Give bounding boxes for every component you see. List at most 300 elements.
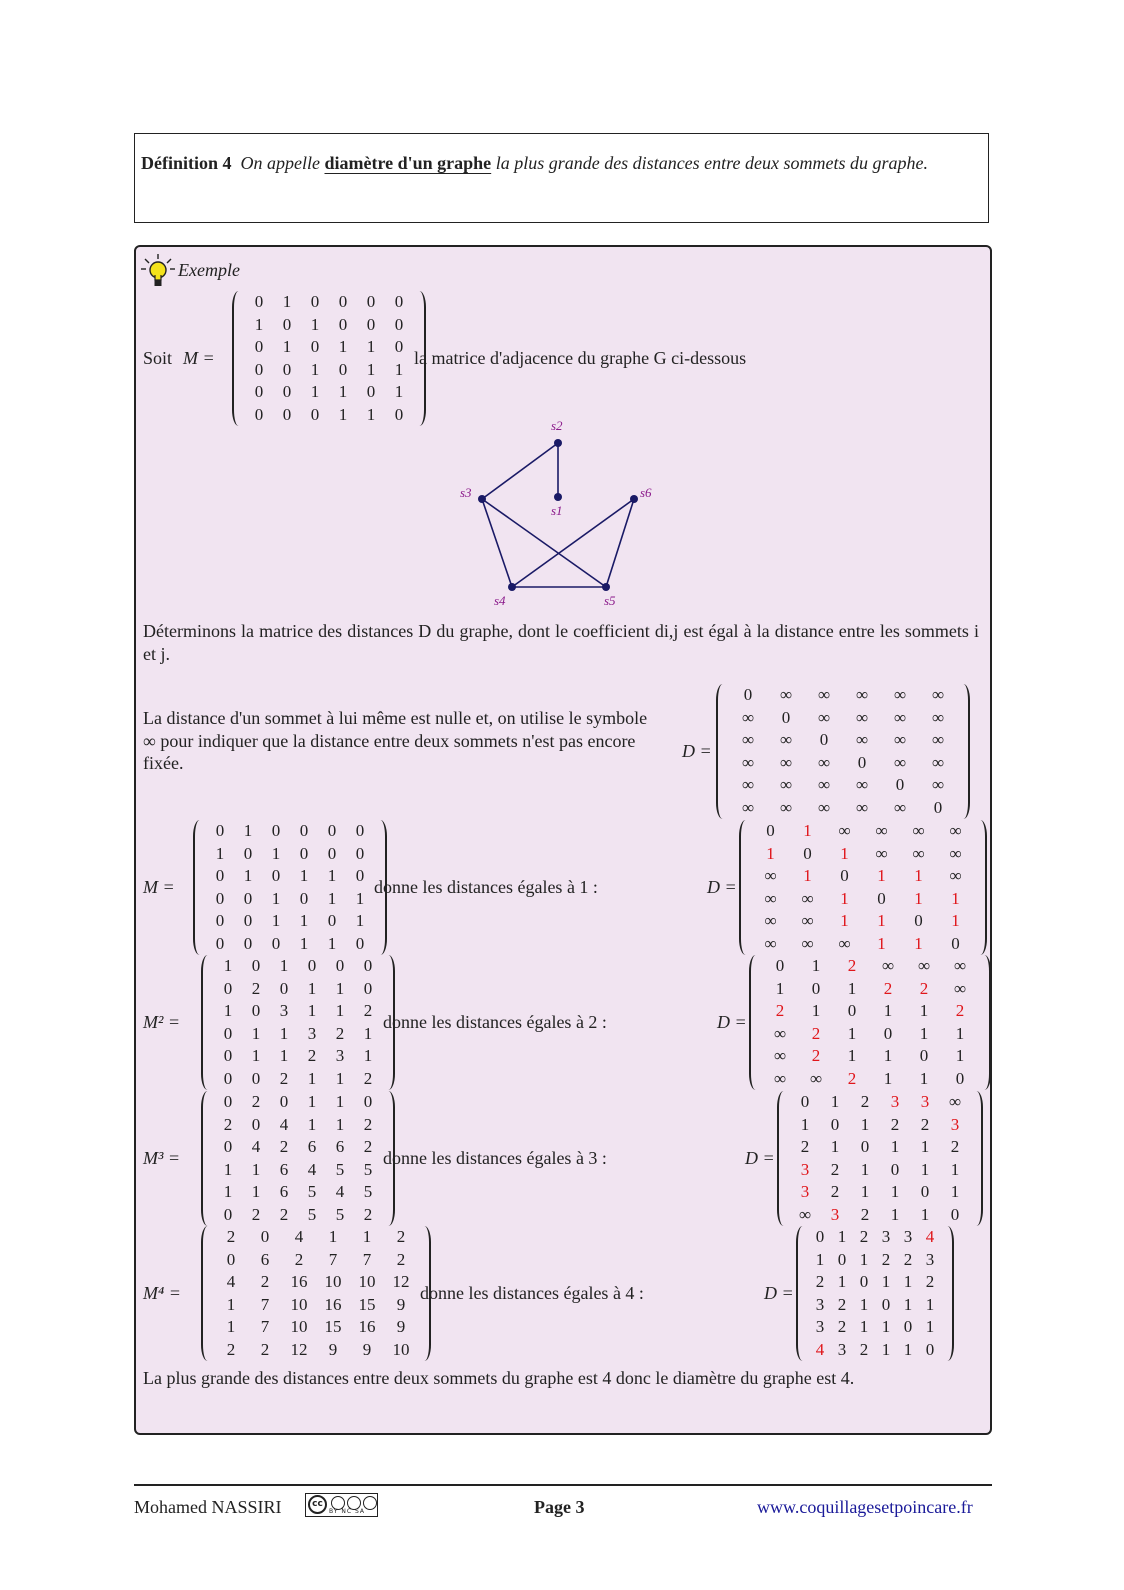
- matrix-cell: 10: [392, 1339, 410, 1359]
- matrix-cell: 0: [925, 1339, 935, 1359]
- matrix-cell: 2: [363, 1137, 373, 1156]
- matrix-cell: 2: [775, 1001, 785, 1020]
- matrix-cell: 4: [294, 1227, 304, 1246]
- step3-label: M³ =: [143, 1148, 181, 1168]
- matrix-cell: 16: [324, 1294, 342, 1314]
- matrix-cell: 2: [847, 956, 857, 975]
- matrix-cell: 0: [366, 382, 376, 401]
- matrix-cell: 1: [338, 337, 348, 356]
- matrix-cell: 3: [800, 1182, 810, 1201]
- matrix-cell: 0: [243, 933, 253, 953]
- d2-symbol: D =: [717, 1012, 747, 1032]
- matrix-cell: 1: [859, 1317, 869, 1336]
- matrix-m3: [201, 1091, 395, 1226]
- left-paren: [739, 820, 752, 955]
- matrix-grid: [762, 955, 978, 1090]
- matrix-cell: 0: [299, 821, 309, 840]
- matrix-cell: 1: [366, 404, 376, 424]
- step4-label: M⁴ =: [143, 1283, 181, 1303]
- d4-symbol: D =: [764, 1283, 794, 1303]
- matrix-cell: 0: [223, 1137, 233, 1156]
- matrix-grid: [214, 1226, 418, 1361]
- matrix-cell: 0: [775, 956, 785, 975]
- matrix-cell: 6: [260, 1249, 270, 1269]
- matrix-cell: ∞: [779, 797, 793, 817]
- matrix-cell: ∞: [764, 933, 777, 953]
- matrix-cell: 0: [903, 1317, 913, 1336]
- matrix-cell: 0: [299, 888, 309, 908]
- left-paren: [193, 820, 206, 955]
- matrix-cell: 0: [830, 1114, 840, 1134]
- matrix-cell: 1: [363, 1046, 373, 1065]
- matrix-cell: 2: [925, 1272, 935, 1291]
- matrix-cell: 0: [394, 292, 404, 311]
- matrix-cell: 1: [860, 1114, 870, 1134]
- matrix-cell: 0: [282, 382, 292, 401]
- matrix-cell: 3: [890, 1092, 900, 1111]
- vertex-label-s4: s4: [494, 593, 506, 607]
- matrix-cell: 0: [366, 314, 376, 334]
- matrix-cell: ∞: [773, 1046, 787, 1065]
- matrix-cell: 0: [743, 685, 753, 704]
- matrix-cell: 3: [815, 1294, 825, 1314]
- matrix-cell: 1: [914, 933, 923, 953]
- d1-symbol: D =: [707, 877, 737, 897]
- matrix-cell: 9: [396, 1317, 406, 1336]
- matrix-cell: 6: [279, 1159, 289, 1179]
- matrix-cell: ∞: [779, 775, 793, 794]
- matrix-cell: 1: [920, 1137, 930, 1156]
- matrix-cell: ∞: [764, 911, 777, 930]
- distance-matrix-4: [796, 1226, 954, 1361]
- matrix-cell: ∞: [949, 821, 962, 840]
- vertex-s3: [478, 495, 486, 503]
- matrix-cell: 1: [226, 1294, 236, 1314]
- step3-text: donne les distances égales à 3 :: [383, 1148, 607, 1168]
- matrix-cell: 0: [859, 1272, 869, 1291]
- vertex-s1: [554, 493, 562, 501]
- matrix-cell: 0: [394, 404, 404, 424]
- matrix-cell: 1: [251, 1046, 261, 1065]
- matrix-cell: 1: [766, 843, 775, 863]
- vertex-s5: [602, 583, 610, 591]
- matrix-cell: 0: [366, 292, 376, 311]
- matrix-cell: 0: [883, 1023, 893, 1043]
- matrix-cell: 0: [243, 888, 253, 908]
- matrix-cell: 0: [327, 843, 337, 863]
- matrix-cell: 1: [877, 866, 886, 885]
- matrix-cell: 0: [254, 382, 264, 401]
- matrix-cell: 4: [251, 1137, 261, 1156]
- determine-text: Déterminons la matrice des distances D du graphe, dont le coefficient di,j est égal à la distance entre les sommets i et j.: [143, 621, 979, 664]
- matrix-cell: 0: [327, 821, 337, 840]
- matrix-cell: 1: [366, 337, 376, 356]
- matrix-cell: 0: [933, 797, 943, 817]
- matrix-cell: 1: [811, 956, 821, 975]
- left-paren: [796, 1226, 809, 1361]
- matrix-cell: 10: [324, 1272, 342, 1291]
- matrix-cell: 1: [254, 314, 264, 334]
- matrix-cell: ∞: [798, 1204, 812, 1224]
- matrix-cell: 1: [299, 866, 309, 885]
- matrix-cell: 2: [881, 1249, 891, 1269]
- matrix-cell: 1: [803, 821, 812, 840]
- matrix-cell: 2: [363, 1204, 373, 1224]
- definition-term: diamètre d'un graphe: [324, 153, 492, 173]
- matrix-cell: 0: [251, 1001, 261, 1020]
- right-paren: [974, 820, 987, 955]
- matrix-cell: ∞: [764, 888, 777, 908]
- matrix-cell: ∞: [855, 775, 869, 794]
- matrix-cell: 0: [223, 1092, 233, 1111]
- matrix-cell: 0: [271, 866, 281, 885]
- matrix-cell: 6: [335, 1137, 345, 1156]
- cc-icon: cc: [308, 1495, 327, 1514]
- matrix-cell: 3: [335, 1046, 345, 1065]
- matrix-cell: 1: [815, 1249, 825, 1269]
- soit-label: Soit: [143, 348, 173, 368]
- matrix-cell: 5: [335, 1159, 345, 1179]
- matrix-cell: 9: [328, 1339, 338, 1359]
- left-paren: [232, 291, 245, 426]
- matrix-cell: 0: [355, 933, 365, 953]
- matrix-cell: 9: [396, 1294, 406, 1314]
- matrix-cell: ∞: [855, 685, 869, 704]
- matrix-cell: 0: [310, 404, 320, 424]
- matrix-grid: [245, 291, 413, 426]
- matrix-cell: 1: [335, 1092, 345, 1111]
- matrix-cell: 1: [335, 1114, 345, 1134]
- matrix-cell: 2: [363, 1001, 373, 1020]
- matrix-cell: 1: [955, 1023, 965, 1043]
- matrix-cell: 10: [358, 1272, 376, 1291]
- matrix-cell: 1: [881, 1339, 891, 1359]
- matrix-cell: 1: [883, 1046, 893, 1065]
- d3-symbol: D =: [745, 1148, 775, 1168]
- distance-matrix-2: [749, 955, 991, 1090]
- matrix-cell: 0: [254, 359, 264, 379]
- sa-icon: [363, 1496, 377, 1510]
- matrix-cell: 0: [254, 404, 264, 424]
- matrix-cell: 1: [355, 911, 365, 930]
- matrix-cell: 5: [307, 1182, 317, 1201]
- matrix-cell: 3: [920, 1092, 930, 1111]
- matrix-cell: 1: [955, 1046, 965, 1065]
- matrix-cell: 1: [307, 978, 317, 998]
- matrix-cell: ∞: [779, 730, 793, 749]
- matrix-cell: 3: [307, 1023, 317, 1043]
- example-box: [134, 245, 992, 1435]
- matrix-cell: 1: [279, 1046, 289, 1065]
- matrix-cell: ∞: [931, 685, 945, 704]
- conclusion-text: La plus grande des distances entre deux sommets du graphe est 4 donc le diamètre du graphe est 4.: [143, 1368, 855, 1388]
- matrix-cell: 1: [271, 888, 281, 908]
- matrix-cell: 1: [830, 1137, 840, 1156]
- matrix-cell: 0: [282, 359, 292, 379]
- matrix-cell: 2: [860, 1204, 870, 1224]
- matrix-cell: 0: [327, 911, 337, 930]
- matrix-cell: 1: [282, 337, 292, 356]
- matrix-cell: 0: [800, 1092, 810, 1111]
- matrix-cell: 1: [338, 404, 348, 424]
- matrix-cell: 0: [310, 337, 320, 356]
- matrix-cell: ∞: [764, 866, 777, 885]
- edge-s3-s5: [482, 499, 606, 587]
- matrix-cell: 6: [307, 1137, 317, 1156]
- matrix-cell: 1: [920, 1204, 930, 1224]
- matrix-cell: 0: [299, 843, 309, 863]
- infinity-text: La distance d'un sommet à lui même est nulle et, on utilise le symbole ∞ pour indiquer que la distance entre deux sommets n'est pas encore fixée.: [143, 708, 648, 774]
- matrix-cell: 0: [307, 956, 317, 975]
- matrix-m4: [201, 1226, 431, 1361]
- matrix-cell: 1: [847, 978, 857, 998]
- matrix-cell: 2: [226, 1227, 236, 1246]
- matrix-cell: ∞: [855, 797, 869, 817]
- matrix-cell: ∞: [953, 956, 967, 975]
- matrix-cell: 2: [955, 1001, 965, 1020]
- distance-matrix-3: [777, 1091, 983, 1226]
- matrix-cell: 0: [251, 956, 261, 975]
- matrix-cell: 6: [279, 1182, 289, 1201]
- matrix-cell: 1: [243, 821, 253, 840]
- matrix-cell: ∞: [773, 1068, 787, 1088]
- left-paren: [749, 955, 762, 1090]
- matrix-cell: ∞: [817, 797, 831, 817]
- footer-website-link[interactable]: www.coquillagesetpoincare.fr: [757, 1497, 973, 1517]
- matrix-cell: ∞: [931, 730, 945, 749]
- matrix-cell: 1: [307, 1114, 317, 1134]
- step2-label: M² =: [143, 1012, 181, 1032]
- matrix-cell: 0: [919, 1046, 929, 1065]
- matrix-cell: 2: [335, 1023, 345, 1043]
- matrix-cell: 2: [223, 1114, 233, 1134]
- matrix-cell: 12: [290, 1339, 308, 1359]
- matrix-grid: [752, 820, 974, 955]
- definition-label: Définition 4: [141, 153, 232, 173]
- matrix-cell: ∞: [817, 775, 831, 794]
- matrix-cell: 16: [358, 1317, 376, 1336]
- matrix-m1: [193, 820, 387, 955]
- matrix-cell: 0: [394, 337, 404, 356]
- edge-s4-s6: [512, 499, 634, 587]
- step2-text: donne les distances égales à 2 :: [383, 1012, 607, 1032]
- matrix-cell: 2: [279, 1137, 289, 1156]
- matrix-cell: ∞: [855, 730, 869, 749]
- matrix-cell: 2: [903, 1249, 913, 1269]
- matrix-cell: 0: [815, 1227, 825, 1246]
- matrix-cell: 2: [860, 1092, 870, 1111]
- matrix-cell: 3: [800, 1159, 810, 1179]
- matrix-cell: 0: [847, 1001, 857, 1020]
- matrix-cell: 1: [223, 956, 233, 975]
- matrix-cell: 7: [362, 1249, 372, 1269]
- matrix-cell: 5: [307, 1204, 317, 1224]
- matrix-cell: 0: [215, 933, 225, 953]
- vertex-label-s1: s1: [551, 503, 563, 518]
- footer-page: Page 3: [534, 1497, 585, 1517]
- matrix-cell: 1: [881, 1317, 891, 1336]
- matrix-cell: 3: [903, 1227, 913, 1246]
- matrix-cell: 1: [366, 359, 376, 379]
- matrix-cell: 4: [335, 1182, 345, 1201]
- matrix-cell: 3: [815, 1317, 825, 1336]
- matrix-cell: 0: [260, 1227, 270, 1246]
- matrix-cell: 1: [307, 1068, 317, 1088]
- matrix-cell: 5: [363, 1182, 373, 1201]
- matrix-cell: 0: [271, 933, 281, 953]
- matrix-cell: 0: [840, 866, 849, 885]
- left-paren: [201, 955, 214, 1090]
- matrix-cell: ∞: [893, 730, 907, 749]
- matrix-cell: 2: [830, 1182, 840, 1201]
- matrix-cell: 0: [920, 1182, 930, 1201]
- matrix-cell: 1: [883, 1001, 893, 1020]
- matrix-cell: 0: [310, 292, 320, 311]
- matrix-cell: ∞: [855, 707, 869, 727]
- matrix-cell: 1: [919, 1068, 929, 1088]
- matrix-cell: ∞: [801, 911, 814, 930]
- matrix-cell: 2: [859, 1227, 869, 1246]
- matrix-cell: 1: [840, 888, 849, 908]
- vertex-s6: [630, 495, 638, 503]
- matrix-cell: 2: [279, 1204, 289, 1224]
- matrix-cell: ∞: [912, 821, 925, 840]
- matrix-cell: 0: [881, 1294, 891, 1314]
- matrix-cell: 1: [803, 866, 812, 885]
- matrix-cell: 1: [363, 1023, 373, 1043]
- matrix-cell: 0: [282, 404, 292, 424]
- matrix-cell: 1: [883, 1068, 893, 1088]
- matrix-cell: 1: [860, 1182, 870, 1201]
- matrix-cell: 0: [215, 821, 225, 840]
- matrix-cell: 2: [226, 1339, 236, 1359]
- matrix-cell: 0: [271, 821, 281, 840]
- matrix-cell: 2: [811, 1023, 821, 1043]
- matrix-cell: 2: [260, 1339, 270, 1359]
- matrix-grid: [206, 820, 374, 955]
- matrix-cell: ∞: [949, 866, 962, 885]
- matrix-cell: 1: [877, 933, 886, 953]
- matrix-cell: 0: [895, 775, 905, 794]
- matrix-cell: 10: [290, 1294, 308, 1314]
- matrix-cell: 0: [803, 843, 812, 863]
- matrix-cell: 1: [811, 1001, 821, 1020]
- vertex-s2: [554, 439, 562, 447]
- matrix-cell: 0: [837, 1249, 847, 1269]
- matrix-cell: 5: [335, 1204, 345, 1224]
- matrix-cell: 3: [279, 1001, 289, 1020]
- matrix-cell: 0: [279, 1092, 289, 1111]
- matrix-cell: 2: [396, 1249, 406, 1269]
- matrix-cell: 1: [800, 1114, 810, 1134]
- matrix-cell: 7: [260, 1294, 270, 1314]
- matrix-cell: 0: [338, 314, 348, 334]
- matrix-cell: 1: [925, 1317, 935, 1336]
- matrix-cell: 1: [362, 1227, 372, 1246]
- edge-s3-s4: [482, 499, 512, 587]
- matrix-cell: 1: [903, 1272, 913, 1291]
- matrix-cell: 2: [950, 1137, 960, 1156]
- matrix-cell: 4: [226, 1272, 236, 1291]
- matrix-cell: 1: [279, 956, 289, 975]
- matrix-cell: 0: [857, 752, 867, 772]
- matrix-cell: ∞: [931, 775, 945, 794]
- matrix-cell: ∞: [948, 1092, 962, 1111]
- matrix-cell: 1: [951, 911, 960, 930]
- matrix-cell: 0: [951, 933, 960, 953]
- matrix-cell: 0: [363, 1092, 373, 1111]
- matrix-cell: 1: [251, 1159, 261, 1179]
- matrix-cell: 2: [396, 1227, 406, 1246]
- matrix-cell: 3: [830, 1204, 840, 1224]
- matrix-cell: 0: [254, 337, 264, 356]
- matrix-cell: 0: [223, 1046, 233, 1065]
- matrix-cell: ∞: [773, 1023, 787, 1043]
- matrix-cell: 7: [328, 1249, 338, 1269]
- matrix-cell: 0: [781, 707, 791, 727]
- matrix-cell: 2: [890, 1114, 900, 1134]
- matrix-cell: 3: [881, 1227, 891, 1246]
- matrix-cell: 1: [914, 866, 923, 885]
- matrix-cell: 1: [837, 1272, 847, 1291]
- cc-license-text: BY NC SA: [329, 1508, 365, 1515]
- matrix-cell: ∞: [817, 685, 831, 704]
- matrix-cell: 1: [223, 1159, 233, 1179]
- matrix-cell: 1: [271, 911, 281, 930]
- matrix-cell: 0: [355, 821, 365, 840]
- matrix-cell: 2: [251, 978, 261, 998]
- matrix-cell: 1: [877, 911, 886, 930]
- vertex-label-s6: s6: [640, 485, 652, 500]
- matrix-cell: 1: [355, 888, 365, 908]
- step4-text: donne les distances égales à 4 :: [420, 1283, 644, 1303]
- left-paren: [201, 1226, 214, 1361]
- matrix-cell: 0: [877, 888, 886, 908]
- matrix-cell: 4: [307, 1159, 317, 1179]
- adjacency-text: la matrice d'adjacence du graphe G ci-dessous: [414, 348, 747, 368]
- matrix-grid: [214, 955, 382, 1090]
- matrix-cell: 0: [860, 1137, 870, 1156]
- matrix-cell: 2: [837, 1317, 847, 1336]
- matrix-cell: 12: [392, 1272, 410, 1291]
- matrix-cell: 0: [282, 314, 292, 334]
- m-symbol: M =: [183, 348, 215, 368]
- matrix-cell: ∞: [779, 685, 793, 704]
- matrix-cell: 0: [215, 866, 225, 885]
- matrix-cell: ∞: [741, 775, 755, 794]
- matrix-cell: 0: [890, 1159, 900, 1179]
- definition-text: [141, 152, 982, 175]
- matrix-cell: 7: [260, 1317, 270, 1336]
- matrix-cell: 1: [215, 843, 225, 863]
- matrix-grid: [809, 1226, 941, 1361]
- matrix-cell: 2: [830, 1159, 840, 1179]
- matrix-cell: ∞: [931, 707, 945, 727]
- matrix-cell: 2: [811, 1046, 821, 1065]
- matrix-cell: 2: [919, 978, 929, 998]
- matrix-cell: 2: [837, 1294, 847, 1314]
- matrix-cell: ∞: [741, 730, 755, 749]
- matrix-cell: 2: [815, 1272, 825, 1291]
- matrix-cell: 1: [925, 1294, 935, 1314]
- matrix-cell: 10: [290, 1317, 308, 1336]
- matrix-cell: ∞: [801, 888, 814, 908]
- matrix-cell: 4: [815, 1339, 825, 1359]
- matrix-cell: 16: [290, 1272, 308, 1291]
- left-paren: [716, 684, 729, 819]
- matrix-cell: 0: [355, 866, 365, 885]
- matrix-cell: 3: [837, 1339, 847, 1359]
